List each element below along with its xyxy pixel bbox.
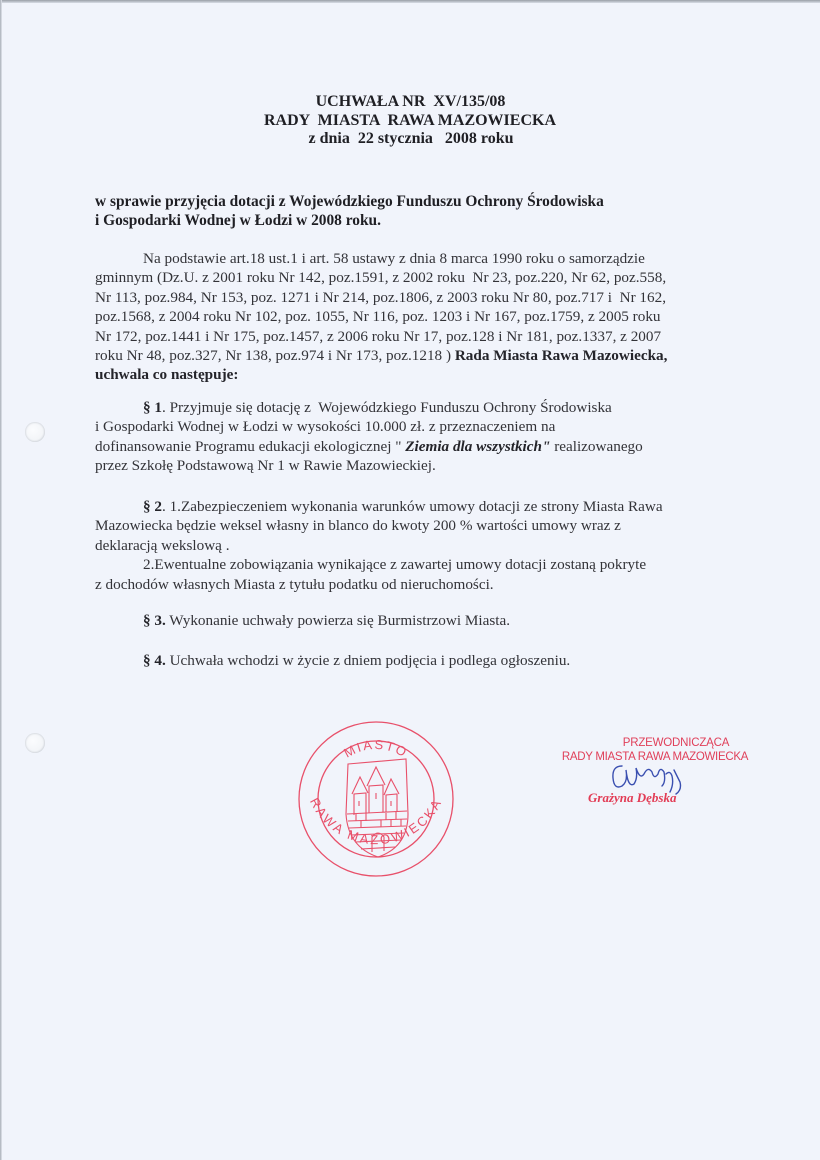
signature-title: PRZEWODNICZĄCA xyxy=(622,737,730,749)
council-name: RADY MIASTA RAWA MAZOWIECKA xyxy=(263,111,557,129)
paragraph-line: Mazowiecka będzie weksel własny in blanco do kwoty 200 % wartości umowy wraz z xyxy=(95,517,621,535)
section-mark: § 2 xyxy=(143,498,162,515)
scan-edge-left xyxy=(0,0,2,1160)
subject-line: i Gospodarki Wodnej w Łodzi w 2008 roku. xyxy=(95,211,381,229)
section-3 xyxy=(95,611,735,630)
section-4 xyxy=(95,651,735,670)
paragraph-text: . Przyjmuje się dotację z Wojewódzkiego Funduszu Ochrony Środowiska xyxy=(161,399,612,416)
paragraph-line xyxy=(95,497,735,516)
subject-line: w sprawie przyjęcia dotacji z Wojewódzkiego Funduszu Ochrony Środowiska xyxy=(95,193,604,210)
seal-bottom-text: RAWA MAZOWIECKA xyxy=(306,795,445,848)
paragraph-text: dofinansowanie Programu edukacji ekologicznej " xyxy=(95,437,406,455)
enacting-clause: uchwala co następuje: xyxy=(95,366,239,384)
city-seal-stamp xyxy=(296,719,456,879)
paragraph-line xyxy=(95,611,735,630)
punch-hole xyxy=(25,733,45,753)
section-2 xyxy=(95,497,735,594)
paragraph-line: poz.1568, z 2004 roku Nr 102, poz. 1055, Nr 116, poz. 1203 i Nr 167, poz.1759, z 2005 roku xyxy=(95,308,661,326)
paragraph-line: Nr 172, poz.1441 i Nr 175, poz.1457, z 2006 roku Nr 17, poz.128 i Nr 181, poz.1337, z 2007 xyxy=(95,327,662,345)
seal-top-text: MIASTO xyxy=(341,736,411,761)
paragraph-text: roku Nr 48, poz.327, Nr 138, poz.974 i Nr 173, poz.1218 ) xyxy=(95,347,455,365)
signatory-name: Grażyna Dębska xyxy=(588,790,677,805)
program-name: Ziemia dla wszystkich" xyxy=(405,437,551,455)
paragraph-text: . 1.Zabezpieczeniem wykonania warunków umowy dotacji ze strony Miasta Rawa xyxy=(161,498,663,515)
paragraph-line: Na podstawie art.18 ust.1 i art. 58 ustawy z dnia 8 marca 1990 roku o samorządzie xyxy=(143,250,645,267)
resolution-number: UCHWAŁA NR XV/135/08 xyxy=(315,93,506,110)
signature-title-council: RADY MIASTA RAWA MAZOWIECKA xyxy=(561,751,749,763)
paragraph-line: Nr 113, poz.984, Nr 153, poz. 1271 i Nr 214, poz.1806, z 2003 roku Nr 80, poz.717 i Nr 162, xyxy=(95,288,666,306)
section-mark: § 4. xyxy=(143,652,166,669)
paragraph-line: z dochodów własnych Miasta z tytułu podatku od nieruchomości. xyxy=(95,575,494,593)
paragraph-line: 2.Ewentualne zobowiązania wynikające z zawartej umowy dotacji zostaną pokryte xyxy=(143,556,647,574)
paragraph-line: przez Szkołę Podstawową Nr 1 w Rawie Mazowieckiej. xyxy=(95,457,436,475)
paragraph-line xyxy=(95,398,735,417)
council-name-bold: Rada Miasta Rawa Mazowiecka, xyxy=(454,347,668,365)
section-mark: § 3. xyxy=(143,612,166,629)
paragraph-line xyxy=(95,346,735,365)
paragraph-line xyxy=(95,651,735,670)
section-1 xyxy=(95,398,735,476)
paragraph-text: Uchwała wchodzi w życie z dniem podjęcia i podlega ogłoszeniu. xyxy=(165,652,571,669)
resolution-subject xyxy=(95,193,604,230)
paragraph-text: Wykonanie uchwały powierza się Burmistrzowi Miasta. xyxy=(165,612,511,629)
punch-hole xyxy=(25,422,45,442)
paragraph-line: gminnym (Dz.U. z 2001 roku Nr 142, poz.1591, z 2002 roku Nr 23, poz.220, Nr 62, poz.558, xyxy=(95,269,667,287)
resolution-header xyxy=(0,93,820,149)
scan-edge-top xyxy=(0,0,820,3)
section-mark: § 1 xyxy=(143,399,162,416)
legal-basis-paragraph xyxy=(95,249,735,385)
signature-block xyxy=(540,736,770,805)
paragraph-text: realizowanego xyxy=(550,437,643,455)
resolution-date: z dnia 22 stycznia 2008 roku xyxy=(308,130,514,147)
paragraph-line: deklaracją wekslową . xyxy=(95,536,230,554)
paragraph-line xyxy=(95,437,735,456)
paragraph-line: i Gospodarki Wodnej w Łodzi w wysokości 10.000 zł. z przeznaczeniem na xyxy=(95,418,556,436)
